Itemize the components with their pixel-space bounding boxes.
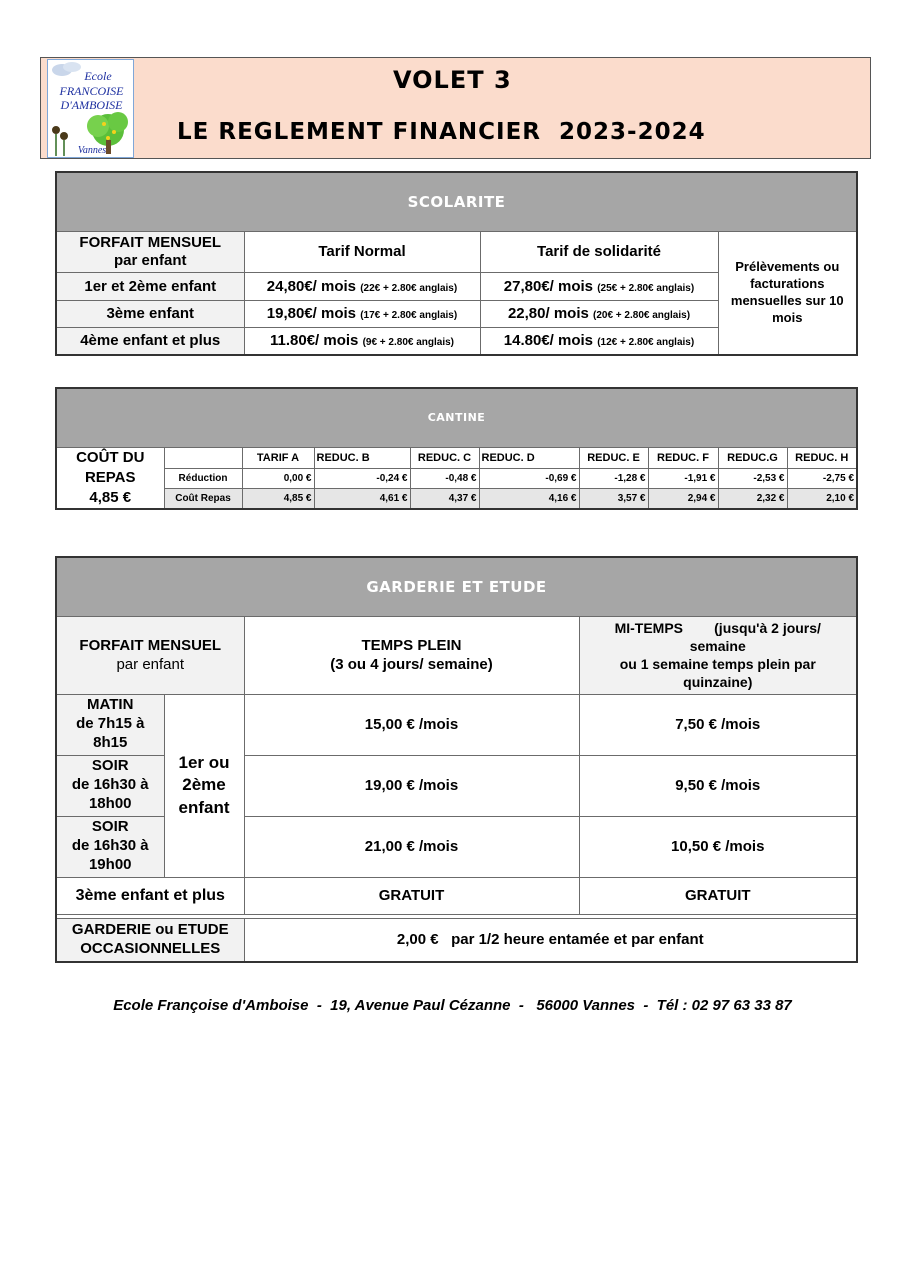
third-child-mi: GRATUIT — [579, 877, 857, 914]
period-line2: de 16h30 à — [71, 776, 149, 794]
prelevement-note: Prélèvements ou facturations mensuelles sur 10 mois — [718, 231, 857, 355]
logo-text-vannes: Vannes — [77, 145, 107, 156]
price-detail: (25€ + 2.80€ anglais) — [597, 282, 695, 294]
school-logo — [47, 59, 134, 158]
row-label: 3ème enfant — [56, 300, 244, 327]
enfant-line3: enfant — [178, 797, 230, 817]
cout-repas-cell — [56, 447, 164, 509]
garderie-banner: GARDERIE ET ETUDE — [56, 557, 857, 616]
logo-text-amboise: D'AMBOISE — [60, 98, 123, 112]
tarif-normal-cell — [244, 327, 480, 355]
cout-repas-value: 4,61 € — [314, 489, 410, 509]
reduction-value: 0,00 € — [242, 468, 314, 488]
cout-value: 4,85 € — [89, 489, 132, 506]
tarif-header: REDUC. E — [579, 447, 648, 468]
reduction-value: -2,53 € — [718, 468, 787, 488]
period-line3: 8h15 — [93, 733, 128, 751]
header-banner — [40, 57, 871, 159]
scolarite-table — [55, 171, 858, 356]
occasionnelles-line2: OCCASIONNELLES — [80, 939, 221, 957]
price-detail: (9€ + 2.80€ anglais) — [362, 337, 455, 349]
period-label — [56, 755, 164, 816]
cout-repas-value: 2,94 € — [648, 489, 718, 509]
tarif-header: REDUC. D — [479, 447, 579, 468]
forfait-sub-label: par enfant — [113, 251, 187, 269]
temps-plein-price: 15,00 € /mois — [244, 694, 579, 755]
occasionnelles-line1: GARDERIE ou ETUDE — [71, 921, 229, 938]
tarif-solidarite-header: Tarif de solidarité — [480, 231, 718, 272]
occasionnelles-value: 2,00 € par 1/2 heure entamée et par enfant — [244, 918, 857, 962]
temps-plein-price: 19,00 € /mois — [244, 755, 579, 816]
tarif-normal-cell — [244, 300, 480, 327]
cantine-banner: CANTINE — [56, 388, 857, 447]
cout-repas-value: 4,16 € — [479, 489, 579, 509]
tarif-solidarite-cell — [480, 272, 718, 300]
occasionnelles-label — [56, 918, 244, 962]
mi-temps-price: 10,50 € /mois — [579, 816, 857, 877]
third-child-row — [56, 877, 857, 914]
period-name: SOIR — [91, 757, 129, 775]
mi-temps-detail: (jusqu'à 2 jours/ — [714, 619, 821, 636]
tarif-normal-header: Tarif Normal — [244, 231, 480, 272]
price: 27,80€/ mois — [503, 277, 594, 295]
reduction-label: Réduction — [164, 468, 242, 488]
scolarite-forfait-header — [56, 231, 244, 272]
price-detail: (17€ + 2.80€ anglais) — [360, 310, 458, 321]
forfait-label: FORFAIT MENSUEL — [79, 636, 222, 654]
third-child-label: 3ème enfant et plus — [56, 877, 244, 914]
mi-temps-line2: semaine — [689, 637, 746, 654]
cout-repas-value: 2,10 € — [787, 489, 857, 509]
cout-line1: COÛT DU — [76, 448, 145, 466]
price: 11.80€/ mois — [269, 332, 359, 350]
temps-plein-sub: (3 ou 4 jours/ semaine) — [330, 656, 493, 673]
mi-temps-label: MI-TEMPS — [614, 619, 684, 636]
enfant-line2: 2ème — [182, 775, 226, 795]
reduction-value: -0,69 € — [479, 468, 579, 488]
tarif-header: REDUC. F — [648, 447, 718, 468]
tarif-header: REDUC. H — [787, 447, 857, 468]
cout-line2: REPAS — [84, 468, 136, 486]
mi-temps-header — [579, 616, 857, 694]
mi-temps-price: 7,50 € /mois — [579, 694, 857, 755]
temps-plein-price: 21,00 € /mois — [244, 816, 579, 877]
mi-temps-price: 9,50 € /mois — [579, 755, 857, 816]
empty-cell — [164, 447, 242, 468]
reduction-value: -0,24 € — [314, 468, 410, 488]
price-detail: (12€ + 2.80€ anglais) — [597, 337, 695, 349]
mi-temps-line4: quinzaine) — [683, 674, 753, 691]
price-detail: (20€ + 2.80€ anglais) — [593, 310, 691, 321]
period-line2: de 7h15 à — [76, 715, 145, 733]
forfait-sub-label: par enfant — [116, 656, 185, 673]
price: 14.80€/ mois — [503, 332, 594, 350]
tarif-normal-cell — [244, 272, 480, 300]
price: 24,80€/ mois — [266, 277, 357, 295]
period-label — [56, 694, 164, 755]
enfant-label — [164, 694, 244, 877]
page-title-volet: VOLET 3 — [393, 66, 512, 94]
row-label: 4ème enfant et plus — [56, 327, 244, 355]
price-detail: (22€ + 2.80€ anglais) — [360, 282, 458, 294]
row-label: 1er et 2ème enfant — [56, 272, 244, 300]
reduction-value: -1,91 € — [648, 468, 718, 488]
scolarite-banner: SCOLARITE — [56, 172, 857, 231]
reduction-row — [56, 468, 857, 488]
price: 22,80/ mois — [507, 305, 589, 322]
reduction-value: -0,48 € — [410, 468, 479, 488]
cout-repas-value: 3,57 € — [579, 489, 648, 509]
cout-repas-row — [56, 489, 857, 509]
price: 19,80€/ mois — [266, 305, 357, 322]
tarif-header: TARIF A — [242, 447, 314, 468]
period-line2: de 16h30 à — [71, 837, 149, 855]
reduction-value: -1,28 € — [579, 468, 648, 488]
garderie-table — [55, 556, 858, 963]
page-title-reglement: LE REGLEMENT FINANCIER 2023-2024 — [177, 119, 706, 145]
enfant-line1: 1er ou — [178, 753, 230, 773]
period-line3: 18h00 — [88, 794, 132, 812]
cout-repas-value: 4,37 € — [410, 489, 479, 509]
logo-text-francoise: FRANCOISE — [59, 84, 124, 98]
period-label — [56, 816, 164, 877]
tarif-solidarite-cell — [480, 327, 718, 355]
tarif-header: REDUC. C — [410, 447, 479, 468]
reduction-value: -2,75 € — [787, 468, 857, 488]
cout-repas-value: 4,85 € — [242, 489, 314, 509]
third-child-plein: GRATUIT — [244, 877, 579, 914]
period-name: SOIR — [91, 818, 129, 836]
cout-repas-label: Coût Repas — [164, 489, 242, 509]
cout-repas-value: 2,32 € — [718, 489, 787, 509]
logo-text-ecole: Ecole — [84, 69, 112, 83]
mi-temps-line3: ou 1 semaine temps plein par — [619, 656, 816, 672]
period-name: MATIN — [87, 696, 134, 714]
tarif-header: REDUC. B — [314, 447, 410, 468]
footer-address: Ecole Françoise d'Amboise - 19, Avenue Paul Cézanne - 56000 Vannes - Tél : 02 97 63 33 87 — [113, 997, 792, 1014]
garderie-forfait-header — [56, 616, 244, 694]
tarif-solidarite-cell — [480, 300, 718, 327]
temps-plein-header — [244, 616, 579, 694]
cantine-table — [55, 387, 858, 510]
period-line3: 19h00 — [88, 855, 132, 873]
garderie-row — [56, 694, 857, 755]
tarif-header: REDUC.G — [718, 447, 787, 468]
occasionnelles-row — [56, 918, 857, 962]
forfait-label: FORFAIT MENSUEL — [79, 234, 222, 252]
temps-plein-label: TEMPS PLEIN — [361, 636, 462, 654]
